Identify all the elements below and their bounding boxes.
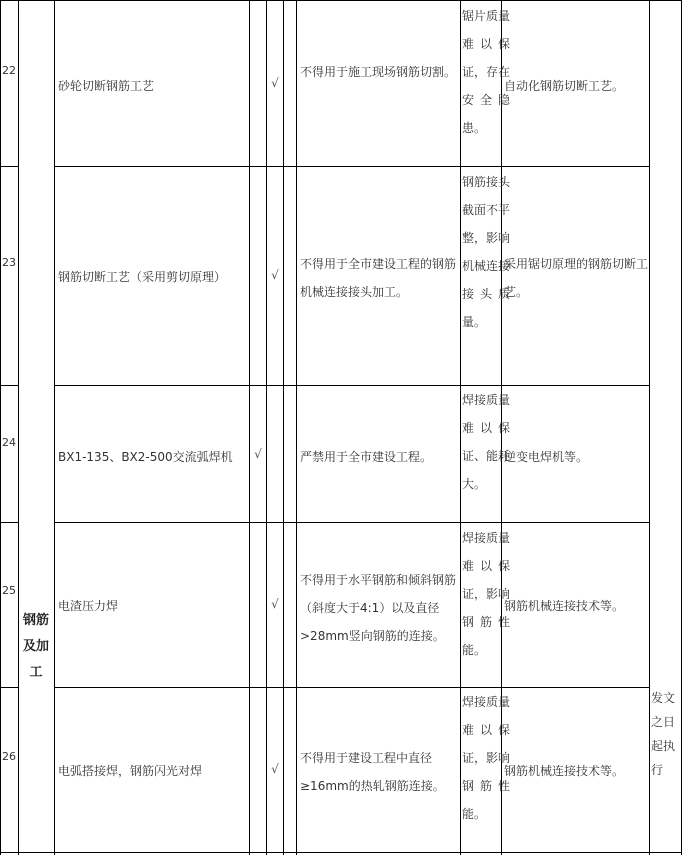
check-mark: √	[254, 447, 262, 461]
replacement-text: 自动化钢筋切断工艺。	[504, 79, 625, 93]
restriction-text: 不得用于全市建设工程的钢筋机械连接接头加工。	[300, 257, 457, 299]
reason-text: 焊接质量难以保证，影响钢筋性能。	[462, 531, 511, 657]
grid-line	[266, 0, 267, 855]
row-number: 25	[2, 584, 16, 597]
replacement-text: 钢筋机械连接技术等。	[504, 599, 625, 613]
row-number: 26	[2, 750, 16, 763]
grid-line	[296, 0, 297, 855]
grid-line	[18, 0, 19, 855]
check-mark: √	[271, 762, 279, 776]
row-number: 24	[2, 436, 16, 449]
reason-text: 焊接质量难以保证、能耗大。	[462, 393, 511, 491]
reason-text: 钢筋接头截面不平整，影响机械连接接头质量。	[462, 175, 511, 329]
category-label: 钢筋及加工	[22, 613, 49, 680]
check-mark: √	[271, 76, 279, 90]
technology-name: 电渣压力焊	[58, 599, 119, 613]
technology-name: 钢筋切断工艺（采用剪切原理）	[58, 270, 227, 284]
technology-name: 电弧搭接焊，钢筋闪光对焊	[58, 764, 203, 778]
grid-line	[0, 385, 18, 386]
replacement-text: 逆变电焊机等。	[504, 450, 589, 464]
grid-line	[0, 166, 18, 167]
grid-line	[649, 0, 650, 855]
reason-text: 焊接质量难以保证，影响钢筋性能。	[462, 695, 511, 821]
grid-line	[54, 522, 649, 523]
replacement-text: 钢筋机械连接技术等。	[504, 764, 625, 778]
grid-line	[0, 852, 682, 853]
row-number: 22	[2, 64, 16, 77]
replacement-text: 采用锯切原理的钢筋切断工艺。	[504, 257, 648, 299]
restriction-text: 不得用于建设工程中直径≥16mm的热轧钢筋连接。	[300, 751, 445, 793]
grid-line	[460, 0, 461, 855]
check-mark: √	[271, 597, 279, 611]
technology-name: BX1-135、BX2-500交流弧焊机	[58, 450, 233, 464]
grid-line	[54, 385, 649, 386]
grid-line	[54, 166, 649, 167]
restriction-text: 不得用于施工现场钢筋切割。	[300, 65, 457, 79]
row-number: 23	[2, 256, 16, 269]
restriction-text: 严禁用于全市建设工程。	[300, 450, 433, 464]
grid-line	[54, 0, 55, 855]
restriction-text: 不得用于水平钢筋和倾斜钢筋（斜度大于4:1）以及直径>28mm竖向钢筋的连接。	[300, 573, 457, 643]
grid-line	[283, 0, 284, 855]
technology-name: 砂轮切断钢筋工艺	[58, 79, 155, 93]
grid-line	[0, 0, 682, 1]
check-mark: √	[271, 268, 279, 282]
grid-line	[54, 687, 649, 688]
execution-note: 发文之日起执行	[651, 691, 676, 777]
grid-line	[249, 0, 250, 855]
reason-text: 锯片质量难以保证，存在安全隐患。	[462, 9, 511, 135]
grid-line	[0, 687, 18, 688]
grid-line	[0, 522, 18, 523]
grid-line	[0, 0, 1, 855]
